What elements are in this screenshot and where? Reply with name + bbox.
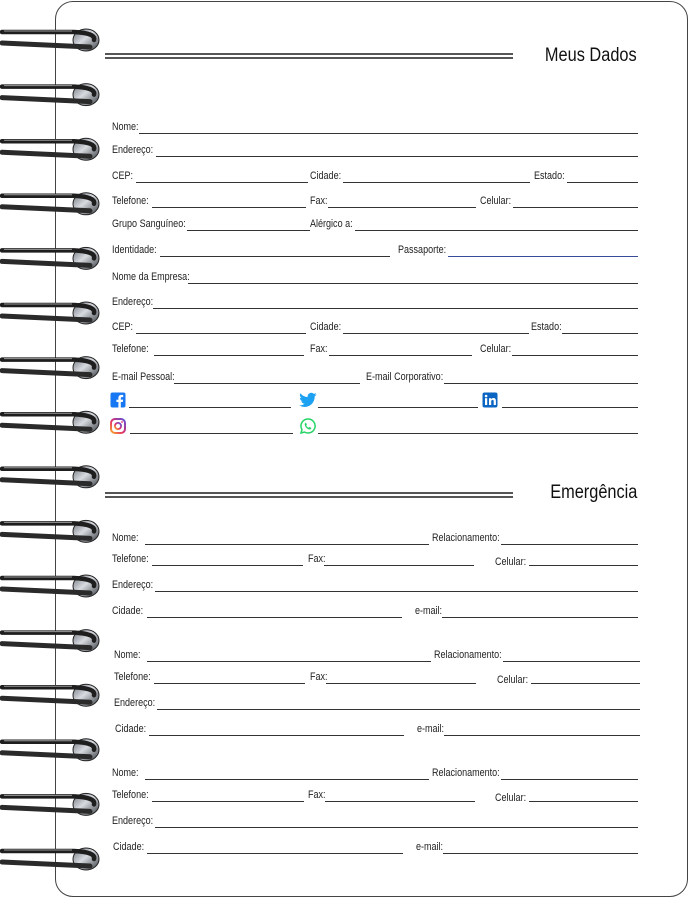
- binding-ring: [2, 520, 99, 542]
- form-row-telefone: [112, 192, 638, 208]
- binding-ring: [2, 630, 99, 652]
- emergency-contact-2-endereco-row: [114, 694, 640, 710]
- field-label: Relacionamento:: [434, 649, 502, 661]
- whatsapp-field[interactable]: [318, 433, 638, 434]
- emergency-cidade-field[interactable]: [149, 735, 404, 736]
- linkedin-field[interactable]: [502, 407, 638, 408]
- email-corporativo-field[interactable]: [444, 383, 638, 384]
- emergency-nome-field[interactable]: [145, 544, 429, 545]
- field-label: Fax:: [310, 343, 328, 355]
- field-label: Cidade:: [310, 321, 342, 333]
- emergency-fax-field[interactable]: [325, 801, 475, 802]
- field-label: e-mail:: [416, 841, 444, 853]
- field-label: Endereço:: [114, 697, 156, 709]
- form-row-cep: [112, 167, 638, 183]
- binding-ring: [2, 793, 99, 815]
- whatsapp-icon: [300, 418, 316, 434]
- field-label: Telefone:: [112, 553, 149, 565]
- binding-ring: [2, 84, 99, 106]
- notebook-page: [55, 1, 688, 897]
- telefone-empresa-field[interactable]: [154, 355, 304, 356]
- section-divider: [105, 492, 513, 498]
- emergency-contact-3-nome-row: [112, 764, 638, 780]
- cidade-field[interactable]: [343, 182, 530, 183]
- emergency-telefone-field[interactable]: [152, 565, 303, 566]
- nome-field[interactable]: [139, 133, 638, 134]
- emergency-telefone-field[interactable]: [152, 801, 304, 802]
- emergency-endereco-field[interactable]: [157, 709, 640, 710]
- emergency-contact-2-telefone-row: [114, 668, 640, 684]
- binding-ring: [2, 357, 99, 379]
- field-label: Celular:: [480, 343, 512, 355]
- endereco-empresa-field[interactable]: [153, 308, 638, 309]
- binding-ring: [2, 411, 99, 433]
- twitter-icon: [299, 392, 317, 408]
- field-label: Relacionamento:: [432, 532, 500, 544]
- relacionamento-field[interactable]: [501, 779, 638, 780]
- binding-ring: [2, 684, 99, 706]
- emergency-cidade-field[interactable]: [147, 853, 403, 854]
- spiral-binding: [0, 0, 110, 900]
- endereco-field[interactable]: [156, 156, 638, 157]
- emergency-contact-1-telefone-row: [112, 550, 638, 566]
- nome-empresa-field[interactable]: [188, 283, 638, 284]
- field-label: Celular:: [495, 792, 527, 804]
- field-label: Grupo Sanguíneo:: [112, 218, 186, 230]
- social-row-1: [112, 392, 638, 408]
- telefone-field[interactable]: [152, 207, 306, 208]
- alergico-field[interactable]: [355, 230, 638, 231]
- instagram-field[interactable]: [130, 433, 293, 434]
- field-label: Endereço:: [112, 144, 154, 156]
- field-label: e-mail:: [417, 723, 445, 735]
- instagram-icon: [110, 418, 126, 434]
- field-label: Estado:: [531, 321, 562, 333]
- emergency-nome-field[interactable]: [147, 661, 431, 662]
- field-label: Fax:: [310, 671, 328, 683]
- fax-empresa-field[interactable]: [329, 355, 472, 356]
- binding-ring: [2, 138, 99, 160]
- emergency-email-field[interactable]: [444, 735, 640, 736]
- field-label: CEP:: [112, 170, 134, 182]
- binding-ring: [2, 302, 99, 324]
- field-label: Nome:: [114, 649, 141, 661]
- field-label: Alérgico a:: [310, 218, 353, 230]
- field-label: Celular:: [480, 195, 512, 207]
- field-label: E-mail Corporativo:: [366, 371, 444, 383]
- emergency-celular-field[interactable]: [529, 565, 638, 566]
- field-label: Cidade:: [115, 723, 147, 735]
- binding-ring: [2, 193, 99, 215]
- field-label: Nome:: [112, 532, 139, 544]
- field-label: Nome da Empresa:: [112, 271, 190, 283]
- email-pessoal-field[interactable]: [174, 383, 360, 384]
- linkedin-icon: [482, 392, 498, 408]
- cep-empresa-field[interactable]: [136, 333, 306, 334]
- form-row-identidade: [112, 241, 638, 257]
- section-title-meus-dados: Meus Dados: [545, 45, 637, 66]
- emergency-contact-3-telefone-row: [112, 786, 638, 802]
- binding-ring: [2, 739, 99, 761]
- identidade-field[interactable]: [160, 256, 390, 257]
- binding-ring: [2, 247, 99, 269]
- form-row-nome-empresa: [112, 268, 638, 284]
- section-divider: [105, 53, 513, 59]
- emergency-contact-1-cidade-row: [112, 602, 638, 618]
- section-title-emergencia: Emergência: [549, 482, 637, 503]
- emergency-contact-2-cidade-row: [114, 720, 640, 736]
- binding-ring: [2, 848, 99, 870]
- estado-field[interactable]: [567, 182, 638, 183]
- emergency-celular-field[interactable]: [529, 801, 638, 802]
- field-label: Telefone:: [112, 195, 149, 207]
- field-label: e-mail:: [415, 605, 443, 617]
- field-label: Telefone:: [112, 343, 149, 355]
- grupo-sanguineo-field[interactable]: [187, 230, 310, 231]
- binding-ring: [2, 466, 99, 488]
- form-row-endereco-empresa: [112, 293, 638, 309]
- relacionamento-field[interactable]: [503, 661, 640, 662]
- emergency-celular-field[interactable]: [531, 683, 640, 684]
- emergency-contact-1-nome-row: [112, 529, 638, 545]
- field-label: Endereço:: [112, 296, 154, 308]
- emergency-fax-field[interactable]: [324, 565, 474, 566]
- binding-ring: [2, 29, 99, 51]
- field-label: Nome:: [112, 121, 139, 133]
- emergency-email-field[interactable]: [443, 853, 638, 854]
- field-label: Cidade:: [310, 170, 342, 182]
- emergency-contact-1-endereco-row: [112, 576, 638, 592]
- form-row-grupo-sanguineo: [112, 215, 638, 231]
- field-label: Telefone:: [112, 789, 149, 801]
- facebook-field[interactable]: [129, 407, 291, 408]
- field-label: Cidade:: [113, 841, 145, 853]
- celular-field[interactable]: [513, 207, 638, 208]
- emergency-email-field[interactable]: [442, 617, 638, 618]
- celular-empresa-field[interactable]: [512, 355, 638, 356]
- field-label: Fax:: [308, 789, 326, 801]
- binding-ring: [2, 575, 99, 597]
- field-label: Endereço:: [112, 815, 154, 827]
- field-label: Relacionamento:: [432, 767, 500, 779]
- twitter-field[interactable]: [318, 407, 478, 408]
- field-label: Identidade:: [112, 244, 157, 256]
- field-label: Passaporte:: [398, 244, 447, 256]
- emergency-endereco-field[interactable]: [155, 827, 638, 828]
- field-label: Endereço:: [112, 579, 154, 591]
- field-label: E-mail Pessoal:: [112, 371, 175, 383]
- field-label: Estado:: [534, 170, 565, 182]
- fax-field[interactable]: [328, 207, 476, 208]
- emergency-contact-3-endereco-row: [112, 812, 638, 828]
- form-row-cep-empresa: [112, 318, 638, 334]
- field-label: Fax:: [310, 195, 328, 207]
- passaporte-field[interactable]: [448, 256, 638, 257]
- field-label: Nome:: [112, 767, 139, 779]
- field-label: Celular:: [495, 556, 527, 568]
- emergency-contact-3-cidade-row: [112, 838, 638, 854]
- field-label: Telefone:: [114, 671, 151, 683]
- form-row-email: [112, 368, 638, 384]
- form-row-telefone-empresa: [112, 340, 638, 356]
- facebook-icon: [110, 392, 126, 408]
- field-label: Cidade:: [112, 605, 144, 617]
- estado-empresa-field[interactable]: [562, 333, 638, 334]
- emergency-contact-2-nome-row: [114, 646, 640, 662]
- emergency-fax-field[interactable]: [326, 683, 476, 684]
- emergency-telefone-field[interactable]: [154, 683, 305, 684]
- social-row-2: [112, 418, 638, 434]
- form-row-endereco: [112, 141, 638, 157]
- emergency-endereco-field[interactable]: [155, 591, 638, 592]
- field-label: Celular:: [497, 674, 529, 686]
- field-label: Fax:: [308, 553, 326, 565]
- cep-field[interactable]: [136, 182, 308, 183]
- relacionamento-field[interactable]: [501, 544, 638, 545]
- emergency-cidade-field[interactable]: [147, 617, 402, 618]
- cidade-empresa-field[interactable]: [343, 333, 529, 334]
- field-label: CEP:: [112, 321, 134, 333]
- emergency-nome-field[interactable]: [145, 779, 429, 780]
- form-row-nome: [112, 118, 638, 134]
